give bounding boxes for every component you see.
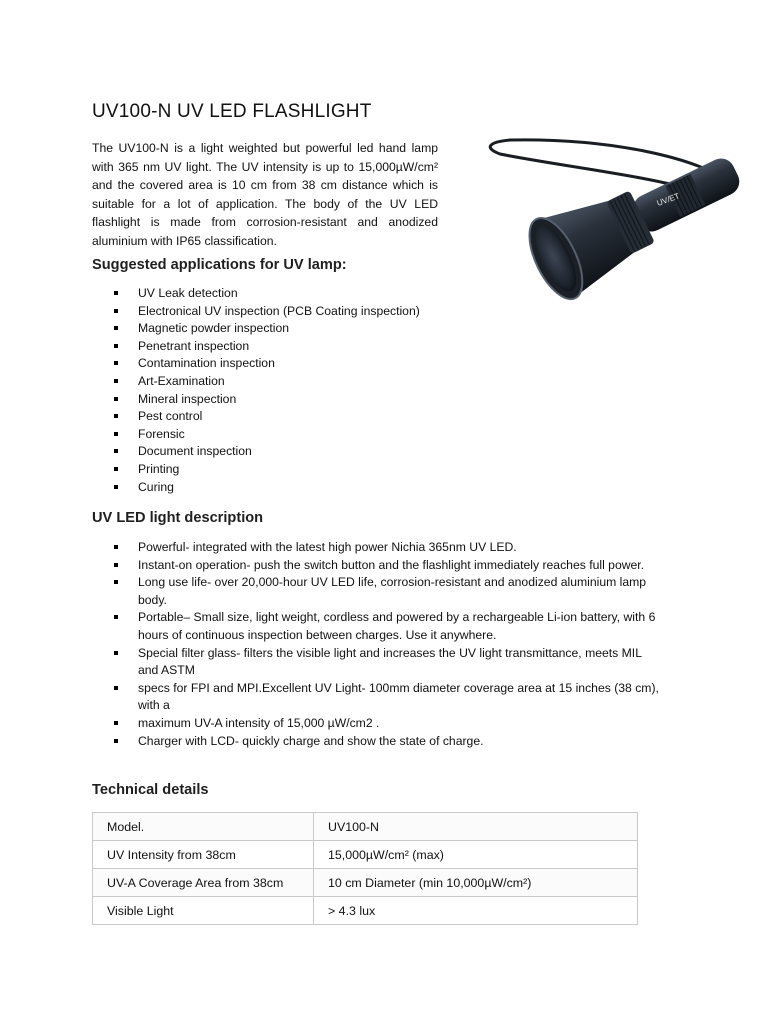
list-item: Magnetic powder inspection [114,320,420,338]
table-cell-label: Visible Light [93,897,314,925]
description-heading: UV LED light description [92,510,264,526]
list-item: UV Leak detection [114,285,420,303]
product-brand-text: UV/ET [655,191,681,208]
list-item: Printing [114,461,420,479]
table-row [93,869,638,897]
list-item: specs for FPI and MPI.Excellent UV Light- 100mm diameter coverage area at 15 inches (38 cm), with a [114,680,659,715]
list-item: Contamination inspection [114,355,420,373]
list-item: Mineral inspection [114,391,420,409]
intro-paragraph: The UV100-N is a light weighted but powerful led hand lamp with 365 nm UV light. The UV intensity is up to 15,000µW/cm² and the covered area is 10 cm from 38 cm distance which is suitable for a lot of application. The body of the UV LED flashlight is made from corrosion-resistant and anodized aluminium with IP65 classification. [92,141,438,248]
list-item: Document inspection [114,443,420,461]
table-cell-label: UV Intensity from 38cm [93,841,314,869]
technical-details-table [92,812,638,925]
applications-heading: Suggested applications for UV lamp: [92,257,347,273]
list-item: Pest control [114,408,420,426]
list-item: Special filter glass- filters the visible light and increases the UV light transmittance, meets MIL and ASTM [114,645,659,680]
list-item: Electronical UV inspection (PCB Coating inspection) [114,303,420,321]
technical-heading: Technical details [92,782,209,798]
table-row [93,813,638,841]
table-row [93,897,638,925]
description-list [114,539,659,750]
list-item: Instant-on operation- push the switch button and the flashlight immediately reaches full power. [114,557,659,575]
list-item: Forensic [114,426,420,444]
table-cell-value: 10 cm Diameter (min 10,000µW/cm²) [314,869,638,897]
list-item: Powerful- integrated with the latest high power Nichia 365nm UV LED. [114,539,659,557]
table-cell-value: UV100-N [314,813,638,841]
table-cell-value: 15,000µW/cm² (max) [314,841,638,869]
table-cell-label: Model. [93,813,314,841]
table-row [93,841,638,869]
list-item: Penetrant inspection [114,338,420,356]
flashlight-product-image [470,118,760,308]
table-cell-value: > 4.3 lux [314,897,638,925]
list-item: Charger with LCD- quickly charge and show the state of charge. [114,733,659,751]
list-item: maximum UV-A intensity of 15,000 µW/cm2 . [114,715,659,733]
list-item: Curing [114,479,420,497]
page-title: UV100-N UV LED FLASHLIGHT [92,100,372,122]
table-cell-label: UV-A Coverage Area from 38cm [93,869,314,897]
list-item: Portable– Small size, light weight, cordless and powered by a rechargeable Li-ion battery, with 6 hours of continuous inspection between charges. Use it anywhere. [114,609,659,644]
applications-list [114,285,420,496]
list-item: Art-Examination [114,373,420,391]
list-item: Long use life- over 20,000-hour UV LED life, corrosion-resistant and anodized aluminium lamp body. [114,574,659,609]
